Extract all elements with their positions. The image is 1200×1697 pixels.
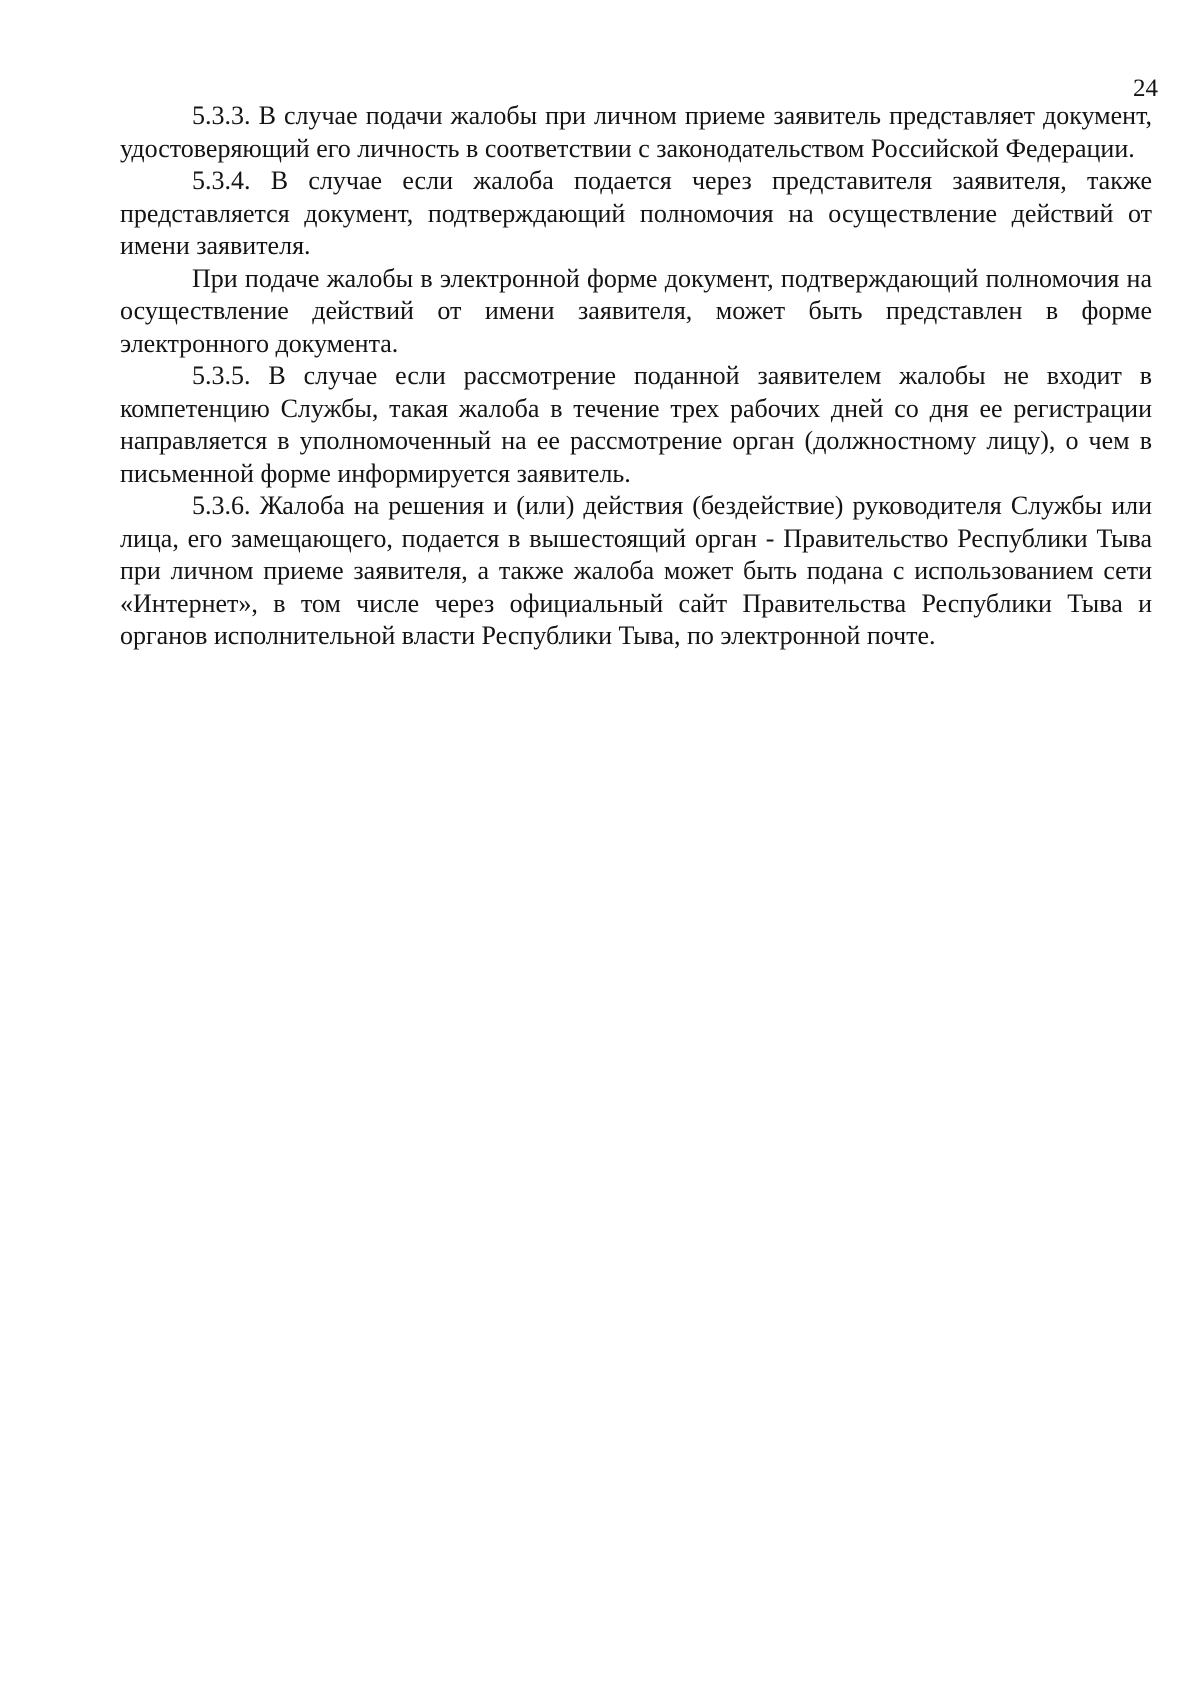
paragraph-5-3-6: 5.3.6. Жалоба на решения и (или) действия (бездействие) руководителя Службы или лица, его замещающего, подается в вышестоящий орган - Правительство Республики Тыва при личном приеме заявителя, а также жалоба может быть подана с использованием сети «Интернет», в том числе через официальный сайт Правительства Республики Тыва и органов исполнительной власти Республики Тыва, по электронной почте. (120, 491, 1152, 650)
paragraph-5-3-4: 5.3.4. В случае если жалоба подается через представителя заявителя, также представляется документ, подтверждающий полномочия на осуществление действий от имени заявителя. (120, 166, 1152, 260)
document-body (120, 100, 1152, 653)
paragraph-electronic-form: При подаче жалобы в электронной форме документ, подтверждающий полномочия на осуществление действий от имени заявителя, может быть представлен в форме электронного документа. (120, 263, 1152, 358)
paragraph-5-3-3: 5.3.3. В случае подачи жалобы при личном приеме заявитель представляет документ, удостоверяющий его личность в соответствии с законодательством Российской Федерации. (120, 101, 1152, 163)
paragraph-5-3-5: 5.3.5. В случае если рассмотрение поданной заявителем жалобы не входит в компетенцию Службы, такая жалоба в течение трех рабочих дней со дня ее регистрации направляется в уполномоченный на ее рассмотрение орган (должностному лицу), о чем в письменной форме информируется заявитель. (120, 361, 1152, 488)
page-number: 24 (1133, 75, 1158, 102)
